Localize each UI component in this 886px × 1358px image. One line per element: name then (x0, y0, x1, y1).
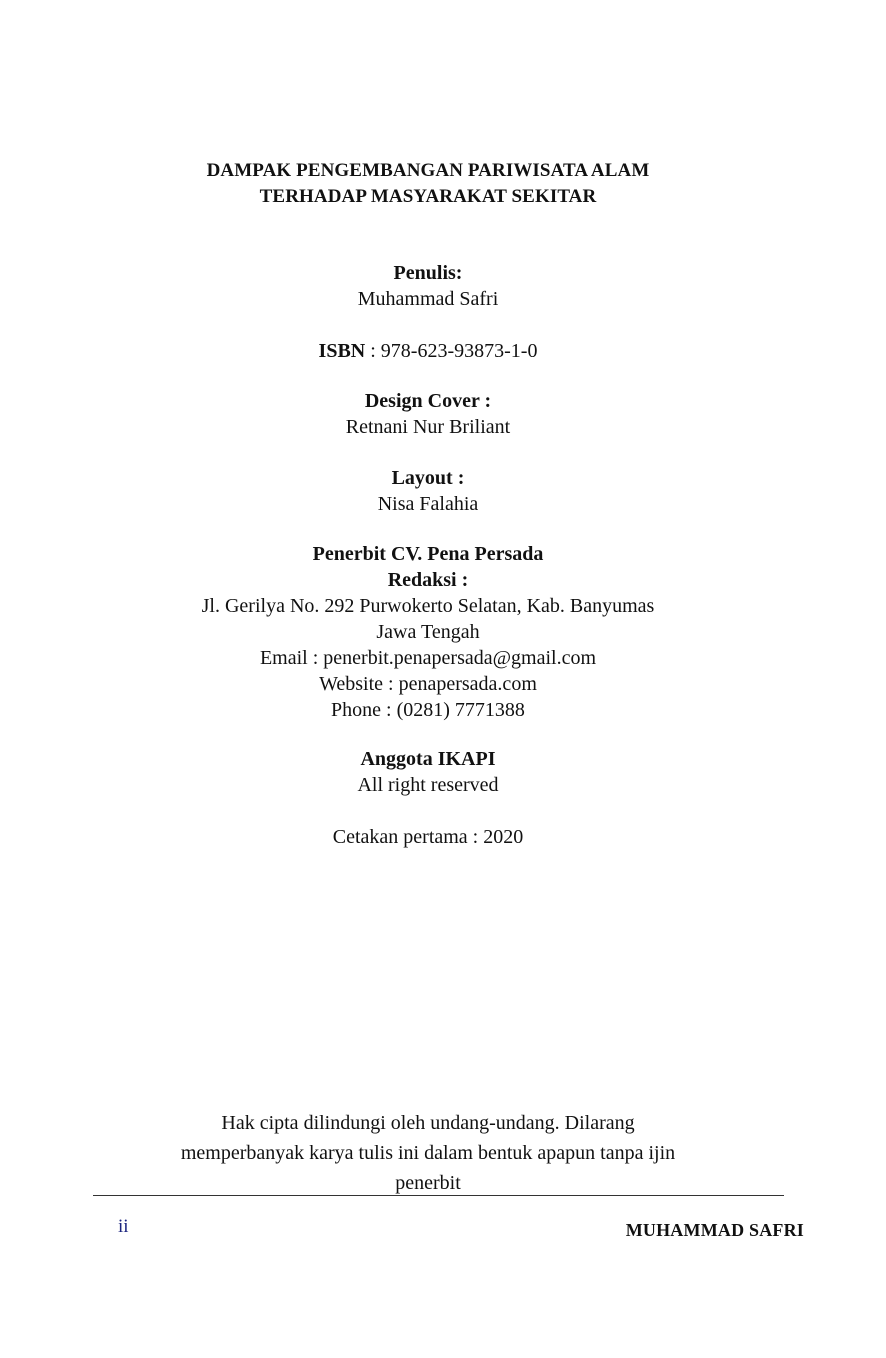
isbn-value: : 978-623-93873-1-0 (365, 340, 538, 362)
publisher-address-line-2: Jawa Tengah (376, 621, 480, 643)
author-section (0, 260, 856, 312)
rights-statement: All right reserved (357, 774, 499, 796)
layout-credit-label: Layout : (391, 467, 465, 489)
book-title (0, 158, 856, 210)
author-label: Penulis: (393, 262, 463, 284)
copyright-line-2: memperbanyak karya tulis ini dalam bentuk apapun tanpa ijin (180, 1142, 676, 1164)
book-title-line-1: DAMPAK PENGEMBANGAN PARIWISATA ALAM (206, 160, 650, 181)
running-footer-author: MUHAMMAD SAFRI (625, 1220, 804, 1240)
copyright-line-1: Hak cipta dilindungi oleh undang-undang. Dilarang (221, 1112, 635, 1134)
footer-divider (93, 1195, 784, 1196)
publisher-website: Website : penapersada.com (319, 673, 537, 695)
publisher-name: Penerbit CV. Pena Persada (312, 543, 544, 565)
layout-credit-section (0, 465, 856, 517)
publisher-address-line-1: Jl. Gerilya No. 292 Purwokerto Selatan, Kab. Banyumas (201, 595, 655, 617)
author-name: Muhammad Safri (357, 288, 499, 310)
copyright-notice (0, 1108, 856, 1198)
design-cover-label: Design Cover : (364, 390, 492, 412)
edition-text: Cetakan pertama : 2020 (332, 826, 524, 848)
publisher-section (0, 541, 856, 723)
membership-section (0, 746, 856, 798)
page-number: ii (118, 1216, 129, 1237)
design-cover-name: Retnani Nur Briliant (345, 416, 511, 438)
edition-info (0, 824, 856, 850)
isbn-label: ISBN (318, 340, 366, 362)
design-cover-section (0, 388, 856, 440)
redaksi-label: Redaksi : (387, 569, 469, 591)
isbn-section (0, 338, 856, 364)
layout-credit-name: Nisa Falahia (377, 493, 479, 515)
ikapi-label: Anggota IKAPI (360, 748, 496, 770)
book-title-line-2: TERHADAP MASYARAKAT SEKITAR (259, 186, 597, 207)
copyright-line-3: penerbit (395, 1172, 461, 1194)
publisher-phone: Phone : (0281) 7771388 (331, 699, 525, 721)
publisher-email: Email : penerbit.penapersada@gmail.com (259, 647, 597, 669)
